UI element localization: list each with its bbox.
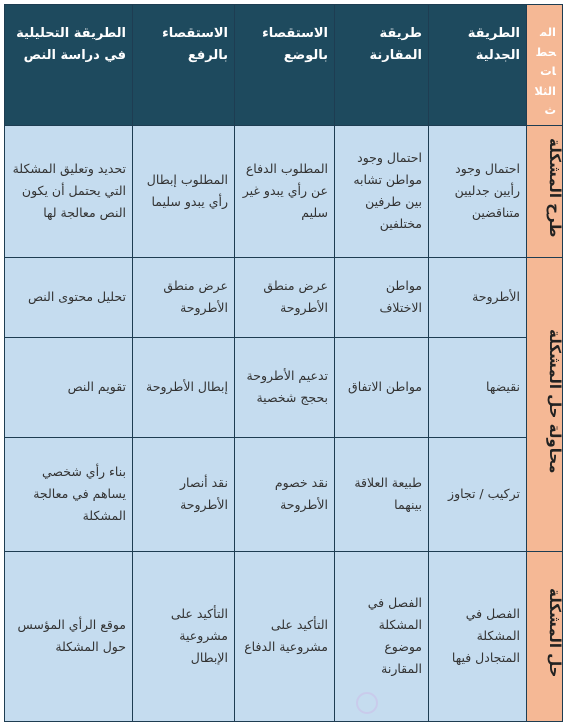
table-cell: الفصل في المشكلة موضوع المقارنة [335, 551, 429, 721]
table-row [5, 257, 563, 337]
table-cell: عرض منطق الأطروحة [133, 257, 235, 337]
stage-label-problem-statement [527, 125, 563, 257]
table-row [5, 125, 563, 257]
stage-label-solution [527, 551, 563, 721]
header-induction-position: الاستقصاء بالوضع [235, 5, 335, 126]
table-cell: احتمال وجود رأيين جدليين متناقضين [429, 125, 527, 257]
header-stages: المحطات الثلاث [527, 5, 563, 126]
header-induction-lift: الاستقصاء بالرفع [133, 5, 235, 126]
watermark-circle [356, 692, 378, 714]
table-cell: تقويم النص [5, 337, 133, 437]
table-row [5, 551, 563, 721]
table-cell: التأكيد على مشروعية الإبطال [133, 551, 235, 721]
table-cell: تحليل محتوى النص [5, 257, 133, 337]
table-cell: الأطروحة [429, 257, 527, 337]
stage-label-text: طرح المشكلة [546, 138, 564, 238]
table-cell: عرض منطق الأطروحة [235, 257, 335, 337]
table-cell: التأكيد على مشروعية الدفاع [235, 551, 335, 721]
header-text-analysis: الطريقة التحليلية في دراسة النص [5, 5, 133, 126]
table-row [5, 337, 563, 437]
table-cell: المطلوب الدفاع عن رأي يبدو غير سليم [235, 125, 335, 257]
table-cell: بناء رأي شخصي يساهم في معالجة المشكلة [5, 437, 133, 551]
table-cell: تركيب / تجاوز [429, 437, 527, 551]
table-cell: الفصل في المشكلة المتجادل فيها [429, 551, 527, 721]
stage-label-text: حل المشكلة [546, 588, 564, 678]
table-cell: طبيعة العلاقة بينهما [335, 437, 429, 551]
methods-table [4, 4, 563, 722]
table-cell: تحديد وتعليق المشكلة التي يحتمل أن يكون النص معالجة لها [5, 125, 133, 257]
table-cell: مواطن الاختلاف [335, 257, 429, 337]
stage-label-attempt-solution [527, 257, 563, 551]
table-cell: احتمال وجود مواطن تشابه بين طرفين مختلفين [335, 125, 429, 257]
table-cell: المطلوب إبطال رأي يبدو سليما [133, 125, 235, 257]
stage-label-text: محاولة حل المشكلة [546, 328, 564, 474]
table-cell: موقع الرأي المؤسس حول المشكلة [5, 551, 133, 721]
table-cell: نقيضها [429, 337, 527, 437]
header-row [5, 5, 563, 126]
table-row [5, 437, 563, 551]
table-cell: إبطال الأطروحة [133, 337, 235, 437]
header-comparison: طريقة المقارنة [335, 5, 429, 126]
header-dialectic: الطريقة الجدلية [429, 5, 527, 126]
table-cell: نقد خصوم الأطروحة [235, 437, 335, 551]
table-cell: تدعيم الأطروحة بحجج شخصية [235, 337, 335, 437]
table-cell: نقد أنصار الأطروحة [133, 437, 235, 551]
table-cell: مواطن الاتفاق [335, 337, 429, 437]
